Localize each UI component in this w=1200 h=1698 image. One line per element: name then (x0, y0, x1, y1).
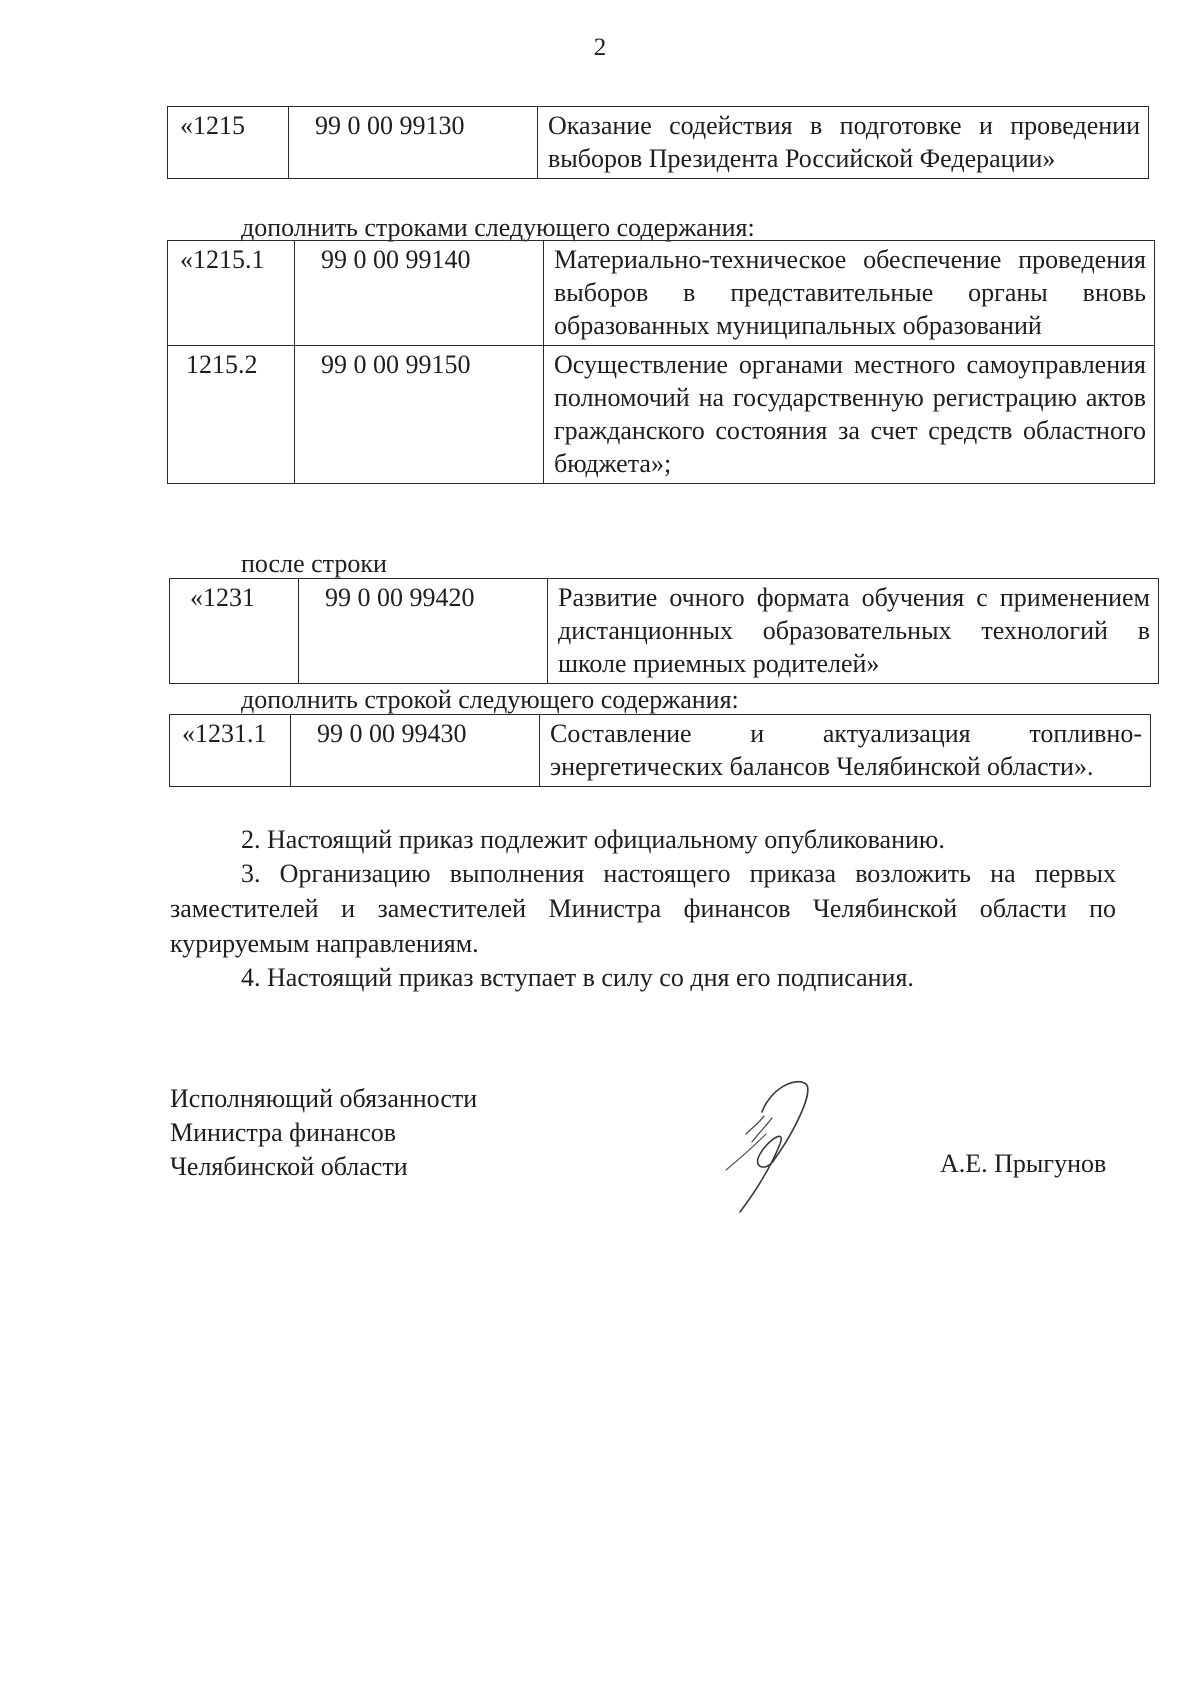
budget-code: 99 0 00 99420 (299, 579, 548, 684)
handwritten-signature (722, 1072, 832, 1214)
budget-code: 99 0 00 99140 (295, 241, 544, 346)
instruction-text: после строки (241, 549, 387, 578)
row-description: Составление и актуализация топливно-энергетических балансов Челябинской области». (540, 715, 1151, 787)
row-number: «1215 (168, 107, 289, 179)
table-row (168, 107, 1149, 179)
budget-table-3 (169, 578, 1159, 684)
table-row (168, 346, 1155, 484)
row-number: «1215.1 (168, 241, 295, 346)
paragraph-2: 2. Настоящий приказ подлежит официальному опубликованию. (241, 825, 945, 854)
budget-code: 99 0 00 99150 (295, 346, 544, 484)
table-row (170, 715, 1151, 787)
paragraph-3: 3. Организацию выполнения настоящего приказа возложить на первых заместителей и заместителей Министра финансов Челябинской области по курируемым направлениям. (170, 859, 1116, 958)
row-number: «1231.1 (170, 715, 291, 787)
paragraph-4: 4. Настоящий приказ вступает в силу со дня его подписания. (241, 963, 914, 992)
budget-table-1 (167, 106, 1149, 179)
position-line: Челябинской области (170, 1152, 408, 1181)
instruction-text: дополнить строкой следующего содержания: (241, 685, 739, 714)
instruction-text: дополнить строками следующего содержания: (241, 213, 755, 242)
row-number: 1215.2 (168, 346, 295, 484)
position-line: Исполняющий обязанности (170, 1084, 478, 1113)
budget-code: 99 0 00 99430 (291, 715, 540, 787)
signatory-position (170, 1082, 477, 1184)
position-line: Министра финансов (170, 1118, 397, 1147)
table-row (168, 241, 1155, 346)
budget-table-2 (167, 240, 1155, 484)
row-description: Осуществление органами местного самоуправления полномочий на государственную регистрацию актов гражданского состояния за счет средств областного бюджета»; (544, 346, 1155, 484)
row-number: «1231 (170, 579, 299, 684)
budget-table-4 (169, 714, 1151, 787)
signatory-name: А.Е. Прыгунов (940, 1149, 1107, 1178)
row-description: Материально-техническое обеспечение проведения выборов в представительные органы вновь образованных муниципальных образований (544, 241, 1155, 346)
budget-code: 99 0 00 99130 (289, 107, 538, 179)
row-description: Развитие очного формата обучения с применением дистанционных образовательных технологий в школе приемных родителей» (548, 579, 1159, 684)
table-row (170, 579, 1159, 684)
page-number: 2 (593, 34, 607, 61)
row-description: Оказание содействия в подготовке и проведении выборов Президента Российской Федерации» (538, 107, 1149, 179)
